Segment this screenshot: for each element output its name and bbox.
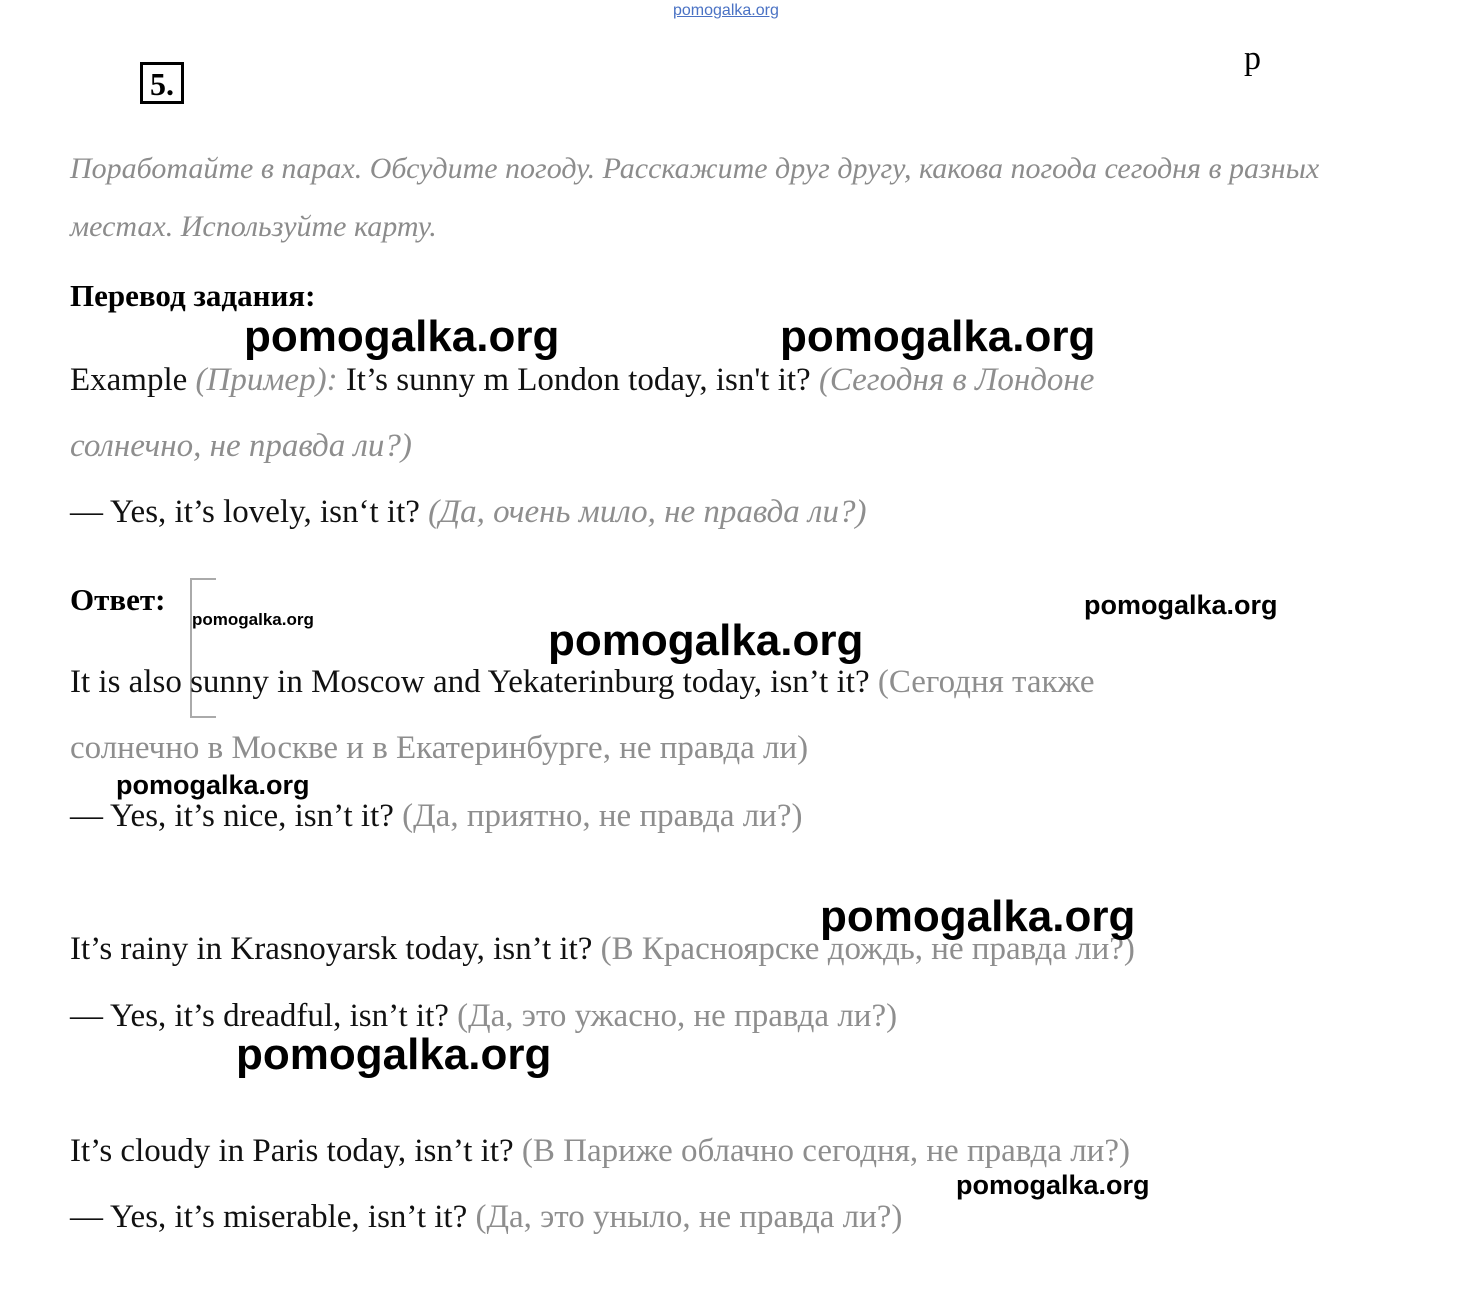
watermark: pomogalka.org [244, 312, 560, 361]
example-label: Example [70, 362, 188, 398]
answer-1-question-line [70, 664, 1095, 701]
answer-2-question-ru: (В Красноярске дождь, не правда ли?) [600, 931, 1135, 967]
task-instruction: Поработайте в парах. Обсудите погоду. Расскажите друг другу, какова погода сегодня в разных местах. Используйте карту. [70, 152, 1320, 243]
site-link[interactable]: pomogalka.org [673, 2, 779, 19]
watermark: pomogalka.org [1084, 590, 1278, 620]
answer-1-question-ru-continued: солнечно в Москве и в Екатеринбурге, не правда ли) [70, 730, 809, 766]
watermark: pomogalka.org [192, 610, 314, 629]
example-text-ru-continued: солнечно, не правда ли?) [70, 428, 412, 464]
answer-3-question-line [70, 1133, 1130, 1170]
answer-3-reply: — Yes, it’s miserable, isn’t it? [70, 1199, 468, 1235]
watermark: pomogalka.org [956, 1170, 1150, 1200]
page-letter: p [1244, 40, 1261, 77]
answer-1-reply-ru: (Да, приятно, не правда ли?) [402, 798, 803, 834]
answer-1-reply: — Yes, it’s nice, isn’t it? [70, 798, 394, 834]
example-text: It’s sunny m London today, isn't it? [345, 362, 811, 398]
task-number-box: 5. [140, 62, 184, 104]
answer-3-question: It’s cloudy in Paris today, isn’t it? [70, 1133, 514, 1169]
example-reply-line [70, 494, 866, 531]
example-label-ru: (Пример): [195, 362, 338, 398]
answer-heading: Ответ: [70, 582, 166, 617]
example-text-ru: (Сегодня в Лондоне [818, 362, 1095, 398]
answer-1-reply-line [70, 798, 802, 835]
watermark: pomogalka.org [116, 770, 310, 800]
answer-1-question-ru: (Сегодня также [877, 664, 1095, 700]
example-line [70, 362, 1094, 399]
example-reply-ru: (Да, очень мило, не правда ли?) [428, 494, 867, 530]
answer-2-reply-ru: (Да, это ужасно, не правда ли?) [457, 998, 898, 1034]
watermark: pomogalka.org [780, 312, 1096, 361]
answer-3-reply-line [70, 1199, 902, 1236]
watermark: pomogalka.org [548, 616, 864, 665]
answer-1-question: It is also sunny in Moscow and Yekaterinburg today, isn’t it? [70, 664, 870, 700]
answer-3-reply-ru: (Да, это уныло, не правда ли?) [475, 1199, 903, 1235]
watermark: pomogalka.org [820, 892, 1136, 941]
answer-2-question: It’s rainy in Krasnoyarsk today, isn’t it? [70, 931, 593, 967]
example-reply: — Yes, it’s lovely, isn‘t it? [70, 494, 420, 530]
answer-3-question-ru: (В Париже облачно сегодня, не правда ли?) [521, 1133, 1130, 1169]
watermark: pomogalka.org [236, 1030, 552, 1079]
translation-heading: Перевод задания: [70, 278, 316, 313]
answer-2-reply: — Yes, it’s dreadful, isn’t it? [70, 998, 449, 1034]
